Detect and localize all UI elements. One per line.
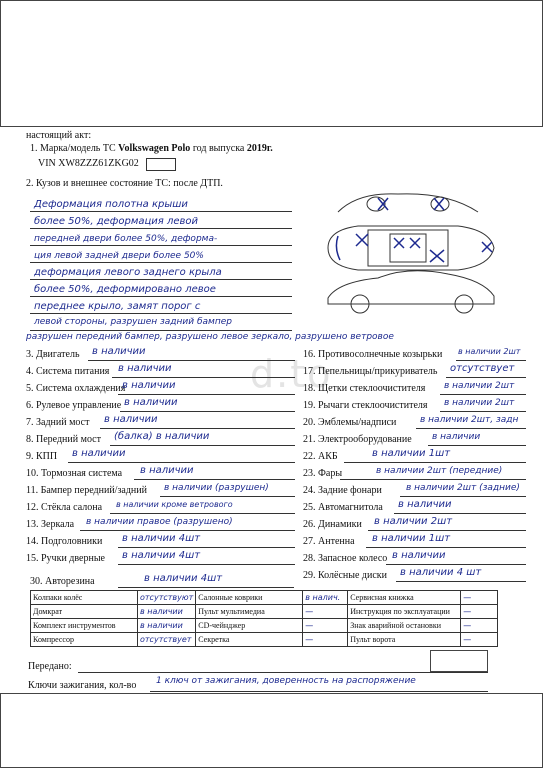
rule <box>394 513 526 514</box>
rule <box>30 211 292 212</box>
damage-line: деформация левого заднего крыла <box>34 267 222 278</box>
item-label: 4. Система питания <box>26 366 110 377</box>
item-value: в наличии <box>392 550 446 561</box>
accessory-value: — <box>461 591 498 605</box>
item-label: 28. Запасное колесо <box>303 553 388 564</box>
vin-redaction-box <box>146 158 176 171</box>
rule <box>340 479 526 480</box>
rule <box>118 394 295 395</box>
item-label: 18. Щетки стеклоочистителя <box>303 383 426 394</box>
item-label: 11. Бампер передний/задний <box>26 485 147 496</box>
rule <box>118 587 294 588</box>
item-value: в наличии 1шт <box>372 533 451 544</box>
accessory-value: в налич. <box>303 591 348 605</box>
item-label: 20. Эмблемы/надписи <box>303 417 397 428</box>
item-value: в наличии <box>92 346 146 357</box>
item-value: в наличии <box>398 499 452 510</box>
accessory-label: Пульт мультимедиа <box>196 605 303 619</box>
item-value: в наличии 2шт (передние) <box>376 466 503 476</box>
item-2-value: после ДТП. <box>173 178 223 189</box>
rule <box>368 530 526 531</box>
rule <box>118 547 295 548</box>
item-value: в наличии 1шт <box>372 448 451 459</box>
item-value: в наличии <box>118 363 172 374</box>
accessory-value: отсутствует <box>138 633 196 647</box>
keys-value: 1 ключ от зажигания, доверенность на распоряжение <box>156 676 416 686</box>
item-value: отсутствует <box>450 363 515 374</box>
item-label: 14. Подголовники <box>26 536 103 547</box>
table-row <box>31 633 498 647</box>
rule <box>68 462 295 463</box>
rule <box>134 479 295 480</box>
rule <box>440 394 526 395</box>
rule <box>30 296 292 297</box>
item-label: 15. Ручки дверные <box>26 553 105 564</box>
item-label: 7. Задний мост <box>26 417 90 428</box>
damage-line: более 50%, деформировано левое <box>34 284 216 295</box>
rule <box>110 513 295 514</box>
item-value: в наличии 2шт <box>444 381 515 391</box>
item-value: в наличии 4шт <box>122 533 201 544</box>
item-value: в наличии <box>104 414 158 425</box>
rule <box>456 360 526 361</box>
item-30-label: 30. Авторезина <box>30 576 95 587</box>
rule <box>112 377 295 378</box>
item-label: 10. Тормозная система <box>26 468 123 479</box>
rule <box>428 445 526 446</box>
rule <box>100 428 295 429</box>
watermark: d.to <box>250 352 333 396</box>
accessory-label: Колпаки колёс <box>31 591 138 605</box>
rule <box>400 496 526 497</box>
rule <box>344 462 526 463</box>
table-row <box>31 591 498 605</box>
rule <box>366 547 526 548</box>
item-label: 25. Автомагнитола <box>303 502 383 513</box>
accessory-value: в наличии <box>138 619 196 633</box>
item-value: в наличии 2шт <box>458 347 521 356</box>
rule <box>30 262 292 263</box>
item-label: 6. Рулевое управление <box>26 400 122 411</box>
item-label: 3. Двигатель <box>26 349 80 360</box>
item-value: в наличии <box>72 448 126 459</box>
handed-over-label: Передано: <box>28 661 72 672</box>
accessory-label: Инструкция по эксплуатации <box>348 605 461 619</box>
rule <box>446 377 526 378</box>
rule <box>110 445 295 446</box>
item-value: в наличии 2шт (задние) <box>406 483 520 493</box>
damage-line: левой стороны, разрушен задний бампер <box>34 317 232 327</box>
rule <box>118 564 295 565</box>
accessory-value: — <box>461 633 498 647</box>
item-label: 9. КПП <box>26 451 58 462</box>
accessory-label: Салонные коврики <box>196 591 303 605</box>
item-1-mid: год выпуска <box>190 143 247 154</box>
item-label: 8. Передний мост <box>26 434 101 445</box>
accessory-label: Секретка <box>196 633 303 647</box>
accessories-table <box>30 590 498 647</box>
rule <box>30 245 292 246</box>
accessory-value: в наличии <box>138 605 196 619</box>
damage-line: переднее крыло, замят порог с <box>34 301 201 312</box>
item-value: в наличии 2шт <box>374 516 453 527</box>
item-value: в наличии <box>124 397 178 408</box>
accessory-label: Домкрат <box>31 605 138 619</box>
item-label: 5. Система охлаждения <box>26 383 126 394</box>
damage-line: разрушен передний бампер, разрушено левое зеркало, разрушено ветровое <box>26 332 394 342</box>
item-label: 29. Колёсные диски <box>303 570 388 581</box>
item-value: в наличии (разрушен) <box>164 483 269 493</box>
accessory-label: CD-чейнджер <box>196 619 303 633</box>
rule <box>80 530 295 531</box>
item-value: в наличии <box>432 432 481 442</box>
rule <box>88 360 295 361</box>
redacted-header-block <box>0 0 543 127</box>
rule <box>120 411 295 412</box>
item-label: 24. Задние фонари <box>303 485 382 496</box>
accessory-value: — <box>303 605 348 619</box>
rule <box>440 411 526 412</box>
act-intro-text: настоящий акт: <box>26 130 92 141</box>
item-30-value: в наличии 4шт <box>144 573 223 584</box>
item-label: 22. АКБ <box>303 451 338 462</box>
damage-line: передней двери более 50%, деформа- <box>34 234 218 244</box>
item-1-prefix: 1. Марка/модель ТС <box>30 143 119 154</box>
car-year: 2019г. <box>246 143 273 154</box>
item-value: в наличии <box>122 380 176 391</box>
rule <box>30 228 292 229</box>
accessory-label: Сервисная книжка <box>348 591 461 605</box>
rule <box>150 691 488 692</box>
accessory-label: Комплект инструментов <box>31 619 138 633</box>
rule <box>78 672 488 673</box>
rule <box>396 581 526 582</box>
accessory-label: Знак аварийной остановки <box>348 619 461 633</box>
item-label: 26. Динамики <box>303 519 362 530</box>
car-model: Volkswagen Polo <box>118 143 191 154</box>
rule <box>30 313 292 314</box>
rule <box>30 279 292 280</box>
item-label: 16. Противосолнечные козырьки <box>303 349 443 360</box>
rule <box>386 564 526 565</box>
accessory-value: отсутствуют <box>138 591 196 605</box>
vin-number: VIN XW8ZZZ61ZKG02 <box>38 158 139 169</box>
item-2-label: 2. Кузов и внешнее состояние ТС: <box>26 178 171 189</box>
item-1-line <box>30 143 273 155</box>
item-2-line <box>26 178 223 190</box>
item-value: в наличии 4 шт <box>400 567 482 578</box>
rule <box>416 428 526 429</box>
redacted-footer-block <box>0 693 543 768</box>
keys-label: Ключи зажигания, кол-во <box>28 680 137 691</box>
damage-line: более 50%, деформация левой <box>34 216 199 227</box>
item-label: 12. Стёкла салона <box>26 502 103 513</box>
accessory-value: — <box>461 605 498 619</box>
accessory-label: Пульт ворота <box>348 633 461 647</box>
damage-line: Деформация полотна крыши <box>34 199 188 210</box>
item-label: 17. Пепельницы/прикуриватель <box>303 366 438 377</box>
damage-line: ция левой задней двери более 50% <box>34 251 204 261</box>
accessory-label: Компрессор <box>31 633 138 647</box>
item-value: в наличии 4шт <box>122 550 201 561</box>
item-label: 23. Фары <box>303 468 343 479</box>
rule <box>160 496 295 497</box>
car-outline-drawing <box>298 186 520 318</box>
item-value: в наличии кроме ветрового <box>116 500 233 509</box>
redacted-field <box>430 650 488 672</box>
item-value: в наличии правое (разрушено) <box>86 517 233 527</box>
table-row <box>31 619 498 633</box>
item-value: в наличии 2шт, задн <box>420 415 519 425</box>
item-value: (балка) в наличии <box>114 431 210 442</box>
table-row <box>31 605 498 619</box>
item-label: 21. Электрооборудование <box>303 434 412 445</box>
accessory-value: — <box>303 619 348 633</box>
item-value: в наличии 2шт <box>444 398 515 408</box>
accessory-value: — <box>461 619 498 633</box>
item-label: 27. Антенна <box>303 536 355 547</box>
item-label: 19. Рычаги стеклоочистителя <box>303 400 428 411</box>
car-damage-diagram <box>298 186 520 318</box>
item-value: в наличии <box>140 465 194 476</box>
item-label: 13. Зеркала <box>26 519 75 530</box>
accessory-value: — <box>303 633 348 647</box>
